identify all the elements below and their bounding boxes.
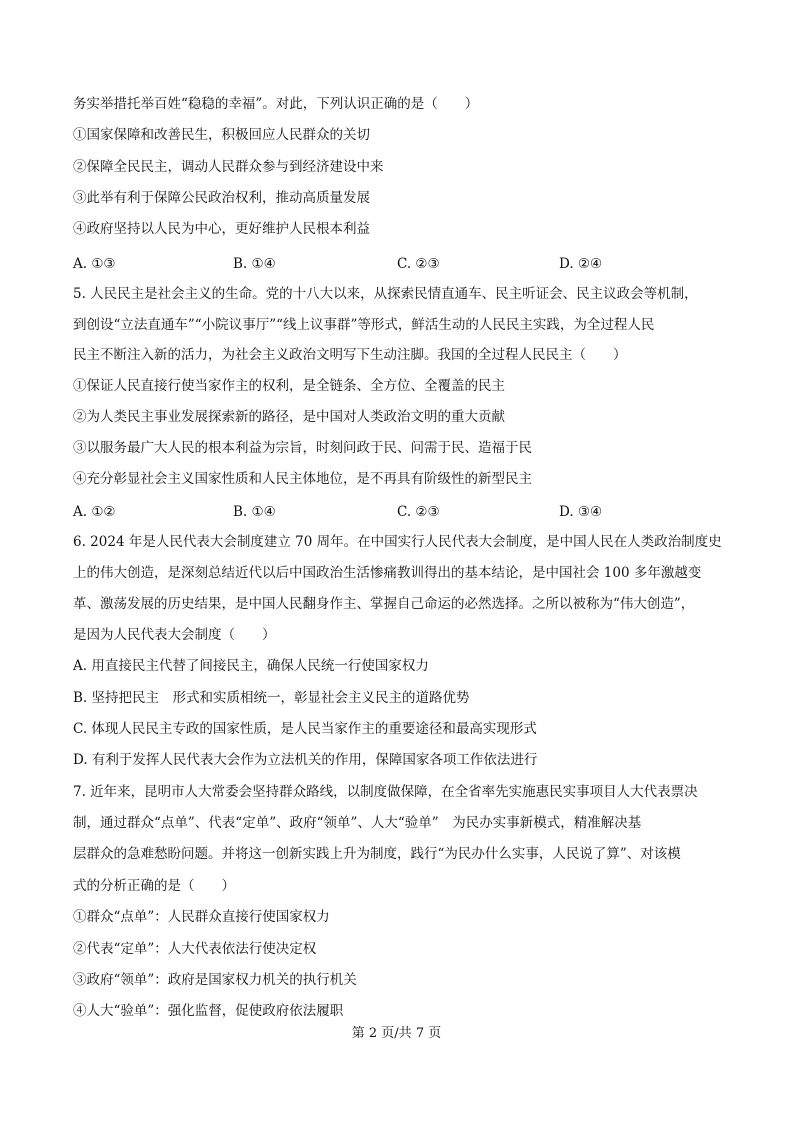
q5-item-1: ①保证人民直接行使当家作主的权利，是全链条、全方位、全覆盖的民主: [73, 378, 505, 394]
q4-option-b: B. ①④: [233, 256, 276, 272]
q4-item-1: ①国家保障和改善民生，积极回应人民群众的关切: [73, 127, 370, 143]
q7-stem-line-1: 7. 近年来，昆明市人大常委会坚持群众路线，以制度做保障，在全省率先实施惠民实事项目人大代表票决: [73, 784, 698, 800]
q4-stem-continuation: 务实举措托举百姓“稳稳的幸福”。对此，下列认识正确的是（ ）: [73, 96, 479, 112]
q6-stem-line-4: 是因为人民代表大会制度（ ）: [73, 627, 276, 643]
q5-item-4: ④充分彰显社会主义国家性质和人民主体地位，是不再具有阶级性的新型民主: [73, 471, 532, 487]
q7-stem-line-3: 层群众的急难愁盼问题。并将这一创新实践上升为制度，践行“为民办什么实事，人民说了算”、对该模: [73, 846, 681, 862]
q6-stem-line-2: 上的伟大创造，是深刻总结近代以后中国政治生活惨痛教训得出的基本结论，是中国社会 100 多年激越变: [73, 565, 702, 581]
q6-option-d: D. 有利于发挥人民代表大会作为立法机关的作用，保障国家各项工作依法进行: [73, 752, 538, 768]
q5-stem-line-1: 5. 人民民主是社会主义的生命。党的十八大以来，从探索民情直通车、民主听证会、民主议政会等机制，: [73, 286, 698, 302]
q6-stem-line-3: 革、激荡发展的历史结果，是中国人民翻身作主、掌握自己命运的必然选择。之所以被称为“伟大创造”，: [73, 596, 695, 612]
page-number-footer: 第 2 页/共 7 页: [351, 1026, 442, 1041]
q5-stem-line-2: 到创设“立法直通车”“小院议事厅”“线上议事群”等形式，鲜活生动的人民民主实践，为全过程人民: [73, 317, 655, 333]
q4-item-4: ④政府坚持以人民为中心，更好维护人民根本利益: [73, 221, 370, 237]
q5-stem-line-3: 民主不断注入新的活力，为社会主义政治文明写下生动注脚。我国的全过程人民民主（ ）: [73, 347, 627, 363]
q6-option-c: C. 体现人民民主专政的国家性质，是人民当家作主的重要途径和最高实现形式: [73, 721, 537, 737]
q6-stem-line-1: 6. 2024 年是人民代表大会制度建立 70 周年。在中国实行人民代表大会制度，是中国人民在人类政治制度史: [73, 534, 722, 550]
q5-option-c: C. ②③: [397, 504, 440, 520]
q7-item-4: ④人大“验单”：强化监督，促使政府依法履职: [73, 1003, 344, 1019]
q5-option-d: D. ③④: [559, 504, 603, 520]
q7-item-2: ②代表“定单”：人大代表依法行使决定权: [73, 941, 317, 957]
q4-item-3: ③此举有利于保障公民政治权利，推动高质量发展: [73, 190, 370, 206]
q7-stem-line-2: 制，通过群众“点单”、代表“定单”、政府“领单”、人大“验单” 为民办实事新模式，精准解决基: [73, 815, 642, 831]
q4-option-c: C. ②③: [397, 256, 440, 272]
q7-item-3: ③政府“领单”：政府是国家权力机关的执行机关: [73, 972, 357, 988]
q4-option-d: D. ②④: [559, 256, 603, 272]
q7-stem-line-4: 式的分析正确的是（ ）: [73, 878, 235, 894]
q5-option-b: B. ①④: [233, 504, 276, 520]
q6-option-a: A. 用直接民主代替了间接民主，确保人民统一行使国家权力: [73, 658, 429, 674]
q6-option-b: B. 坚持把民主 形式和实质相统一，彰显社会主义民主的道路优势: [73, 690, 470, 706]
q7-item-1: ①群众“点单”：人民群众直接行使国家权力: [73, 909, 330, 925]
q5-option-a: A. ①②: [73, 504, 116, 520]
q4-option-a: A. ①③: [73, 256, 116, 272]
q5-item-2: ②为人类民主事业发展探索新的路径，是中国对人类政治文明的重大贡献: [73, 409, 505, 425]
q5-item-3: ③以服务最广大人民的根本利益为宗旨，时刻问政于民、问需于民、造福于民: [73, 440, 532, 456]
q4-item-2: ②保障全民民主，调动人民群众参与到经济建设中来: [73, 159, 384, 175]
